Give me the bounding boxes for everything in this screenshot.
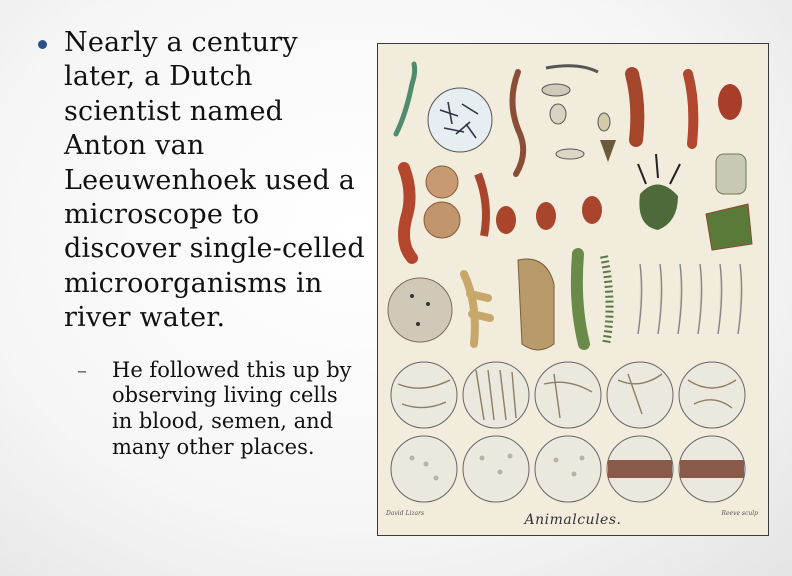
- sub-bullet-dash: –: [77, 357, 87, 382]
- bullet-dot-icon: [38, 40, 47, 49]
- bullet-item: [30, 26, 370, 336]
- bullet-text: Nearly a century later, a Dutch scientist named Anton van Leeuwenhoek used a microscope to discover single-celled microorganisms in river water.: [64, 27, 365, 334]
- plate-credit-right: Reeve sculp: [721, 510, 758, 517]
- plate-caption: Animalcules.: [524, 512, 622, 528]
- plate-credit-left: David Lizars: [386, 510, 425, 517]
- animalcules-plate-image: [377, 43, 769, 536]
- sub-bullet-text: He followed this up by observing living cells in blood, semen, and many other places.: [112, 357, 352, 460]
- sub-bullet-item: [30, 358, 370, 461]
- plate-illustration: [378, 44, 770, 537]
- slide-text: [30, 26, 370, 461]
